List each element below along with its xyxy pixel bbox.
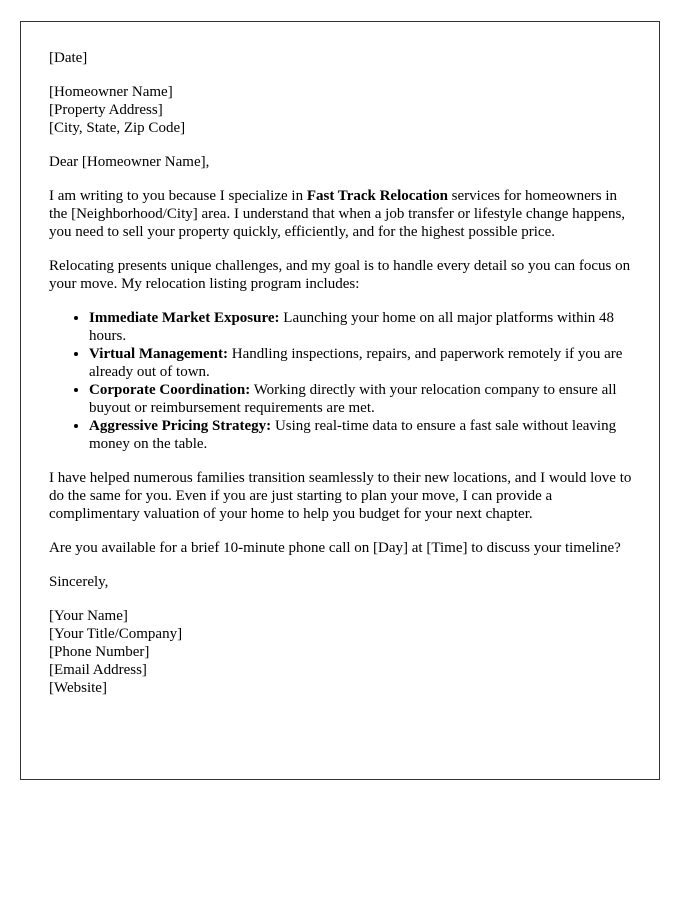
letter-body [49, 49, 637, 713]
intro-text-after: services for homeowners in the [Neighborhood/City] area. I understand that when a job transfer or lifestyle change happens, you need to sell your property quickly, efficiently, and for the highest possible price. [49, 188, 626, 240]
feature-text: Working directly with your relocation company to ensure all buyout or reimbursement requirements are met. [89, 382, 617, 416]
signature-website: [Website] [49, 680, 107, 696]
signature-phone: [Phone Number] [49, 644, 150, 660]
intro-text-before: I am writing to you because I specialize in [49, 188, 307, 204]
signature-block [49, 607, 637, 697]
signature-email: [Email Address] [49, 662, 147, 678]
feature-item [89, 381, 637, 417]
feature-item [89, 309, 637, 345]
feature-title: Aggressive Pricing Strategy: [89, 418, 272, 434]
feature-item [89, 417, 637, 453]
recipient-address: [Property Address] [49, 102, 163, 118]
letter-page [20, 21, 660, 780]
feature-title: Corporate Coordination: [89, 382, 251, 398]
recipient-name: [Homeowner Name] [49, 84, 173, 100]
feature-title: Immediate Market Exposure: [89, 310, 280, 326]
feature-item [89, 345, 637, 381]
feature-text: Handling inspections, repairs, and paperwork remotely if you are already out of town. [89, 346, 623, 380]
signature-title-company: [Your Title/Company] [49, 626, 183, 642]
intro-paragraph [49, 187, 637, 241]
letter-date: [Date] [49, 50, 88, 66]
feature-list [49, 309, 637, 453]
call-to-action-paragraph: Are you available for a brief 10-minute phone call on [Day] at [Time] to discuss your timeline? [49, 540, 621, 556]
recipient-block [49, 83, 637, 137]
signature-name: [Your Name] [49, 608, 128, 624]
feature-title: Virtual Management: [89, 346, 228, 362]
closing: Sincerely, [49, 574, 109, 590]
recipient-city-line: [City, State, Zip Code] [49, 120, 186, 136]
feature-text: Launching your home on all major platforms within 48 hours. [89, 310, 615, 344]
salutation: Dear [Homeowner Name], [49, 154, 210, 170]
feature-text: Using real-time data to ensure a fast sale without leaving money on the table. [89, 418, 617, 452]
experience-paragraph: I have helped numerous families transition seamlessly to their new locations, and I would love to do the same for you. Even if you are just starting to plan your move, I can provide a complimentary valuation of your home to help you budget for your next chapter. [49, 470, 632, 522]
program-intro-paragraph: Relocating presents unique challenges, and my goal is to handle every detail so you can focus on your move. My relocation listing program includes: [49, 258, 631, 292]
intro-highlight: Fast Track Relocation [306, 188, 448, 204]
